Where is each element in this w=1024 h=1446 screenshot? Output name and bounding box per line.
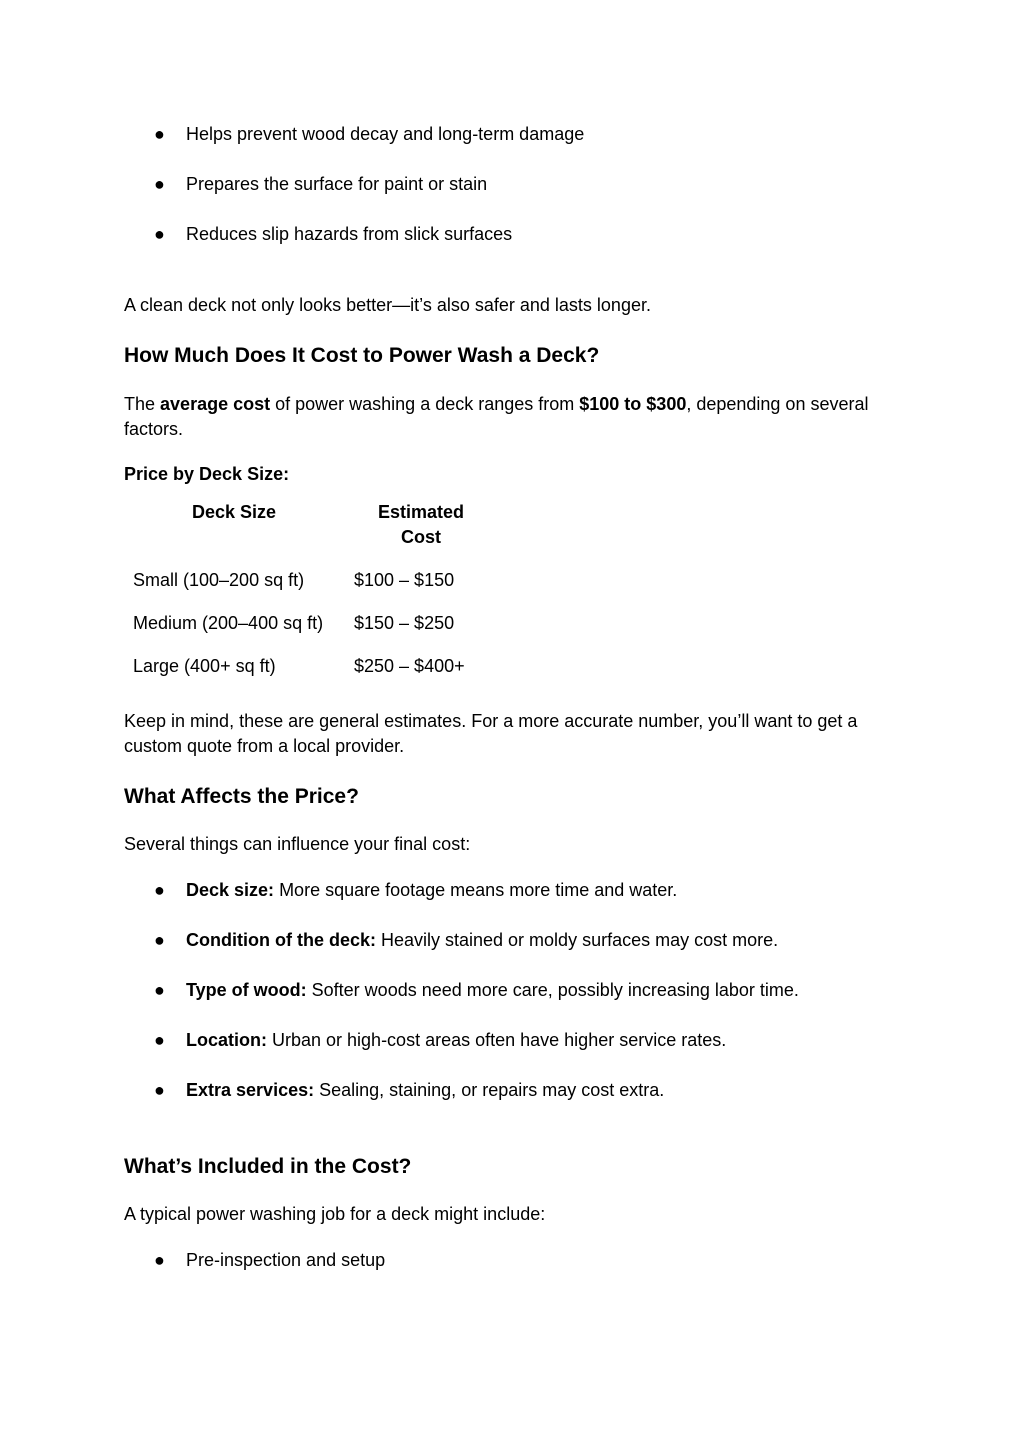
intro-bold-price-range: $100 to $300 <box>579 394 687 414</box>
header-line: Estimated <box>377 502 465 522</box>
intro-text: of power washing a deck ranges from <box>270 394 580 414</box>
cost-heading: How Much Does It Cost to Power Wash a Deck? <box>124 344 600 367</box>
intro-bold-average-cost: average cost <box>160 394 271 414</box>
bullet-icon: ● <box>154 880 165 900</box>
list-item-text <box>186 978 799 1003</box>
list-item-text: Prepares the surface for paint or stain <box>186 174 488 194</box>
list-item-desc: Sealing, staining, or repairs may cost extra. <box>314 1080 665 1100</box>
list-item-text: Reduces slip hazards from slick surfaces <box>186 224 513 244</box>
list-item-label: Location: <box>186 1030 267 1050</box>
bullet-icon: ● <box>154 224 165 244</box>
intro-text: The <box>124 394 161 414</box>
intro-text: , depending on several factors. <box>124 394 869 439</box>
header-line: Cost <box>401 527 441 547</box>
bullet-icon: ● <box>154 1080 165 1100</box>
table-cell-size: Small (100–200 sq ft) <box>133 570 305 590</box>
list-item-desc: More square footage means more time and water. <box>274 880 678 900</box>
cost-intro-paragraph <box>124 392 914 442</box>
list-item-desc: Heavily stained or moldy surfaces may cost more. <box>375 930 779 950</box>
bullet-icon: ● <box>154 930 165 950</box>
list-item-desc: Urban or high-cost areas often have higher service rates. <box>267 1030 727 1050</box>
table-cell-size: Large (400+ sq ft) <box>133 656 276 676</box>
list-item-label: Condition of the deck: <box>186 930 376 950</box>
table-cell-cost: $150 – $250 <box>354 613 455 633</box>
table-cell-cost: $250 – $400+ <box>354 656 465 676</box>
affects-heading: What Affects the Price? <box>124 785 359 808</box>
list-item-desc: Softer woods need more care, possibly increasing labor time. <box>306 980 799 1000</box>
list-item-text: Helps prevent wood decay and long-term damage <box>186 124 585 144</box>
list-item-text <box>186 928 778 953</box>
table-title: Price by Deck Size: <box>124 464 290 484</box>
bullet-icon: ● <box>154 124 165 144</box>
included-heading: What’s Included in the Cost? <box>124 1155 412 1178</box>
list-item-label: Deck size: <box>186 880 275 900</box>
summary-paragraph: A clean deck not only looks better—it’s also safer and lasts longer. <box>124 295 651 315</box>
table-cell-size: Medium (200–400 sq ft) <box>133 613 324 633</box>
list-item-label: Type of wood: <box>186 980 307 1000</box>
list-item-text <box>186 878 677 903</box>
list-item-label: Extra services: <box>186 1080 315 1100</box>
bullet-icon: ● <box>154 1250 165 1270</box>
included-intro: A typical power washing job for a deck might include: <box>124 1204 546 1224</box>
list-item-text: Pre-inspection and setup <box>186 1250 386 1270</box>
bullet-icon: ● <box>154 1030 165 1050</box>
estimate-note: Keep in mind, these are general estimates. For a more accurate number, you’ll want to get a custom quote from a local provider. <box>124 711 858 756</box>
table-header-deck-size: Deck Size <box>191 502 277 522</box>
list-item-text <box>186 1078 664 1103</box>
table-header-estimated-cost <box>346 500 496 550</box>
list-item-text <box>186 1028 726 1053</box>
bullet-icon: ● <box>154 980 165 1000</box>
affects-intro: Several things can influence your final cost: <box>124 834 471 854</box>
bullet-icon: ● <box>154 174 165 194</box>
table-cell-cost: $100 – $150 <box>354 570 455 590</box>
